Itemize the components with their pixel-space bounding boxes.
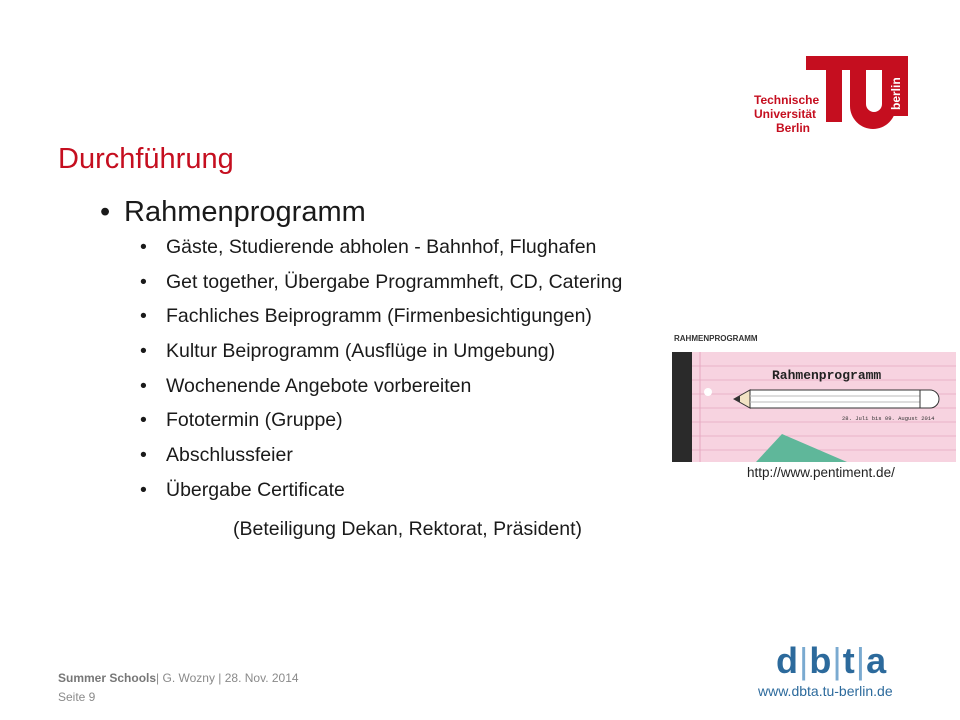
dbta-letter: a	[866, 640, 888, 681]
dbta-letter: t	[842, 640, 856, 681]
page-number: Seite 9	[58, 690, 96, 704]
logo-line-2: Universität	[754, 107, 817, 121]
list-item-text: Get together, Übergabe Programmheft, CD, Catering	[166, 270, 623, 293]
notebook-illustration	[672, 326, 956, 462]
list-item: • Abschlussfeier	[140, 444, 293, 467]
footer-event: Summer Schools	[58, 671, 157, 685]
dbta-logo: d|b|t|a	[776, 640, 888, 681]
list-item-text: Abschlussfeier	[166, 444, 293, 467]
dbta-letter: b	[809, 640, 833, 681]
main-bullet-text: Rahmenprogramm	[124, 196, 366, 228]
slide-title: Durchführung	[58, 143, 234, 175]
list-item: • Fototermin (Gruppe)	[140, 409, 343, 432]
image-date-text: 28. Juli bis 09. August 2014	[842, 415, 935, 422]
list-item-text: Kultur Beiprogramm (Ausflüge in Umgebung)	[166, 340, 556, 363]
bullet-dot: •	[100, 196, 111, 228]
sub-bullet-list	[140, 236, 622, 514]
footer-info	[58, 671, 299, 685]
logo-side-text: berlin	[889, 77, 903, 110]
image-title-text: Rahmenprogramm	[772, 368, 882, 383]
main-bullet	[100, 196, 366, 229]
footer-details: | G. Wozny | 28. Nov. 2014	[156, 671, 299, 685]
image-source-link[interactable]: http://www.pentiment.de/	[747, 465, 895, 480]
list-item-text: Übergabe Certificate	[166, 478, 345, 501]
list-item: • Fachliches Beiprogramm (Firmenbesichtigungen)	[140, 305, 592, 328]
list-item: • Übergabe Certificate	[140, 478, 345, 501]
list-item: • Kultur Beiprogramm (Ausflüge in Umgebung)	[140, 340, 556, 363]
list-item: • Gäste, Studierende abholen - Bahnhof, Flughafen	[140, 236, 597, 258]
dbta-letter: d	[776, 640, 799, 681]
list-item-text: Fototermin (Gruppe)	[166, 409, 343, 432]
logo-line-3: Berlin	[776, 121, 811, 135]
logo-line-1: Technische	[754, 93, 820, 107]
list-item-text: Wochenende Angebote vorbereiten	[166, 374, 472, 397]
image-header-text: RAHMENPROGRAMM	[674, 334, 758, 343]
list-item-text: Fachliches Beiprogramm (Firmenbesichtigungen)	[166, 305, 592, 328]
tu-logo-mark	[750, 52, 910, 142]
rahmenprogramm-image	[672, 326, 956, 462]
dbta-url[interactable]: www.dbta.tu-berlin.de	[758, 683, 893, 699]
tu-berlin-logo	[750, 52, 910, 142]
list-item-text: Gäste, Studierende abholen - Bahnhof, Flughafen	[166, 236, 597, 258]
list-item: • Wochenende Angebote vorbereiten	[140, 374, 472, 397]
bullet-continuation: (Beteiligung Dekan, Rektorat, Präsident)	[233, 518, 583, 540]
list-item: • Get together, Übergabe Programmheft, CD, Catering	[140, 270, 623, 293]
